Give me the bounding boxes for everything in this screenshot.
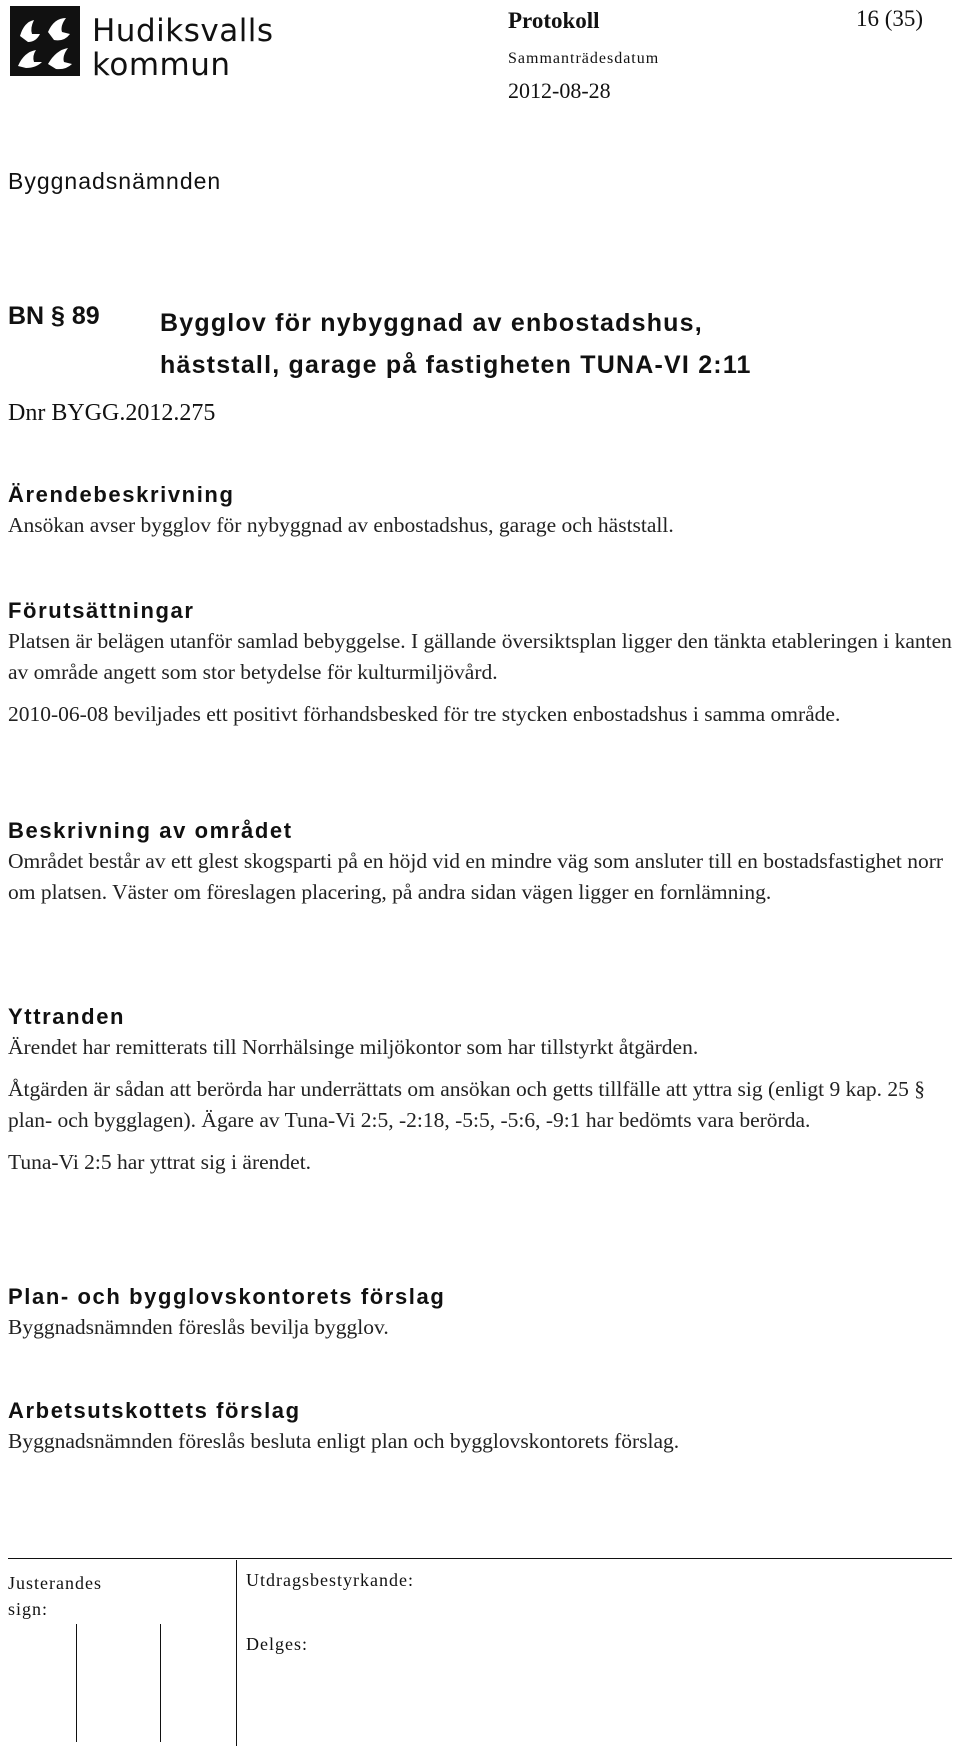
case-title-line-1: Bygglov för nybyggnad av enbostadshus, bbox=[160, 309, 703, 337]
section-heading: Yttranden bbox=[8, 1004, 126, 1029]
section-heading: Beskrivning av området bbox=[8, 818, 293, 843]
justerandes-signature-label bbox=[8, 1570, 102, 1622]
section-paragraph: Platsen är belägen utanför samlad bebyggelse. I gällande översiktsplan ligger den tänkta etableringen i kanten av område angett som stor betydelse för kulturmiljövård. bbox=[8, 629, 952, 684]
municipality-logo-text bbox=[92, 14, 274, 82]
section-heading: Plan- och bygglovskontorets förslag bbox=[8, 1284, 446, 1309]
justerandes-label-line-2: sign: bbox=[8, 1599, 49, 1619]
case-number: BN § 89 bbox=[8, 302, 100, 330]
section-paragraph: Ärendet har remitterats till Norrhälsinge miljökontor som har tillstyrkt åtgärden. bbox=[8, 1035, 699, 1059]
meeting-date-label: Sammanträdesdatum bbox=[508, 50, 660, 67]
signature-box-divider bbox=[160, 1624, 161, 1742]
section-yttranden bbox=[8, 1002, 952, 1178]
section-paragraph: Byggnadsnämnden föreslås besluta enligt plan och bygglovskontorets förslag. bbox=[8, 1429, 680, 1453]
section-paragraph: Området består av ett glest skogsparti på en höjd vid en mindre väg som ansluter till en bostadsfastighet norr om platsen. Väster om föreslagen placering, på andra sidan vägen ligger en fornlämning. bbox=[8, 849, 944, 904]
goat-emblem-icon bbox=[10, 6, 80, 76]
section-arbetsutskottets-forslag bbox=[8, 1396, 952, 1457]
page-number: 16 (35) bbox=[856, 6, 924, 31]
signature-box-divider bbox=[76, 1624, 77, 1742]
meeting-date: 2012-08-28 bbox=[508, 78, 611, 103]
logo-line-2: kommun bbox=[92, 47, 231, 83]
section-heading: Ärendebeskrivning bbox=[8, 482, 235, 507]
utdragsbestyrkande-label: Utdragsbestyrkande: bbox=[246, 1570, 414, 1590]
section-paragraph: Byggnadsnämnden föreslås bevilja bygglov. bbox=[8, 1315, 389, 1339]
section-paragraph: Åtgärden är sådan att berörda har underrättats om ansökan och getts tillfälle att yttra sig (enligt 9 kap. 25 § plan- och bygglagen). Ägare av Tuna-Vi 2:5, -2:18, -5:5, -5:6, -9:1 har bedömts vara berörda. bbox=[8, 1077, 926, 1132]
footer-divider bbox=[8, 1558, 952, 1559]
municipality-logo-emblem bbox=[10, 6, 80, 76]
case-title-line-2: häststall, garage på fastigheten TUNA-VI 2:11 bbox=[160, 351, 752, 379]
section-heading: Förutsättningar bbox=[8, 598, 195, 623]
footer-column-divider bbox=[236, 1560, 237, 1746]
justerandes-label-line-1: Justerandes bbox=[8, 1573, 102, 1593]
section-forutsattningar bbox=[8, 596, 952, 730]
section-beskrivning-av-omradet bbox=[8, 816, 952, 908]
section-paragraph: Ansökan avser bygglov för nybyggnad av enbostadshus, garage och häststall. bbox=[8, 513, 674, 537]
delges-label: Delges: bbox=[246, 1634, 308, 1654]
section-arendebeskrivning bbox=[8, 480, 952, 541]
section-paragraph: 2010-06-08 beviljades ett positivt förhandsbesked för tre stycken enbostadshus i samma område. bbox=[8, 702, 841, 726]
section-heading: Arbetsutskottets förslag bbox=[8, 1398, 301, 1423]
committee-name: Byggnadsnämnden bbox=[8, 168, 222, 194]
document-type: Protokoll bbox=[508, 8, 600, 33]
case-title bbox=[160, 302, 940, 386]
logo-line-1: Hudiksvalls bbox=[92, 13, 274, 49]
section-paragraph: Tuna-Vi 2:5 har yttrat sig i ärendet. bbox=[8, 1150, 312, 1174]
section-plan-och-bygglovskontorets-forslag bbox=[8, 1282, 952, 1343]
case-reference: Dnr BYGG.2012.275 bbox=[8, 400, 216, 426]
